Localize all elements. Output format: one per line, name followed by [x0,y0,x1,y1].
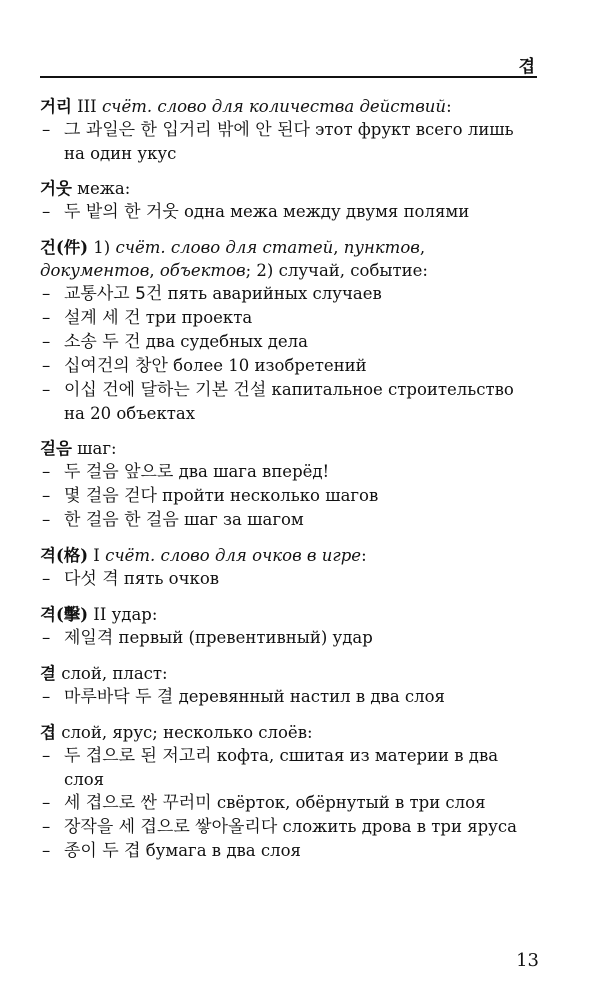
example-korean: 이십 건에 달하는 기본 건설 [64,380,267,400]
example-translation: этот фрукт всего лишь на один укус [64,120,514,163]
example-korean: 교통사고 5건 [64,284,163,304]
headword: 건(件) [40,238,89,257]
example-translation: деревянный настил в два слоя [173,687,445,706]
definition: межа: [71,179,131,198]
entry [40,95,537,165]
dash: – [42,628,51,647]
headword: 걸음 [40,439,72,458]
example [40,626,537,650]
sense-number: 1) [88,238,116,257]
headword: 거웃 [40,179,72,198]
example-korean: 두 밭의 한 거웃 [64,202,179,222]
example [40,354,537,378]
example [40,744,537,791]
dash: – [42,308,51,327]
entry [40,544,537,591]
definition: : [446,97,452,116]
dash: – [42,486,51,505]
example-korean: 다섯 격 [64,569,119,589]
example-korean: 두 겹으로 된 저고리 [64,746,212,766]
definition: шаг: [71,439,117,458]
example [40,200,537,224]
definition-italic: счёт. слово для статей [115,238,334,257]
definition: ; 2) случай, событие: [245,261,428,280]
dash: – [42,120,51,139]
entry [40,177,537,224]
example-korean: 마루바닥 두 결 [64,687,174,707]
entry-heading [40,662,537,685]
entry-heading [40,544,537,567]
example [40,791,537,815]
example-korean: 설계 세 건 [64,308,141,328]
dash: – [42,841,51,860]
definition-italic: объектов [159,261,246,280]
entry-heading [40,177,537,200]
entry [40,236,537,425]
dash: – [42,569,51,588]
entry-heading [40,721,537,744]
entry [40,662,537,709]
example [40,839,537,863]
dash: – [42,746,51,765]
example [40,508,537,532]
definition-italic: пунктов [343,238,420,257]
example-translation: пять очков [118,569,220,588]
definition-italic: документов [40,261,150,280]
example-korean: 종이 두 겹 [64,841,141,861]
dash: – [42,687,51,706]
dash: – [42,510,51,529]
example [40,378,537,425]
dash: – [42,356,51,375]
example-translation: пройти несколько шагов [156,486,379,505]
entry-heading [40,603,537,626]
example-korean: 제일격 [64,628,114,648]
example [40,685,537,709]
example [40,306,537,330]
example-translation: более 10 изобретений [167,356,367,375]
definition: слой, ярус; несколько слоёв: [55,723,313,742]
dash: – [42,202,51,221]
definition-italic: счёт. слово для количества действий [101,97,447,116]
dash: – [42,380,51,399]
example-translation: первый (превентивный) удар [113,628,373,647]
example [40,484,537,508]
entry-heading [40,236,537,282]
definition: : [361,546,367,565]
dash: – [42,284,51,303]
headword: 격(格) [40,546,89,565]
example [40,282,537,306]
example-translation: сложить дрова в три яруса [277,817,517,836]
example-korean: 두 걸음 앞으로 [64,462,174,482]
example [40,118,537,165]
entries [40,95,537,875]
dash: – [42,793,51,812]
punctuation: , [419,238,426,257]
example-korean: 십여건의 창안 [64,356,168,376]
entry-heading [40,437,537,460]
guide-word: 겹 [518,57,535,77]
grammar-note: I [88,546,106,565]
grammar-note: III [71,97,102,116]
entry-heading [40,95,537,118]
example [40,815,537,839]
punctuation: , [149,261,160,280]
definition-italic: счёт. слово для очков в игре [105,546,362,565]
punctuation: , [333,238,344,257]
dash: – [42,817,51,836]
entry [40,721,537,863]
example-translation: бумага в два слоя [140,841,301,860]
headword: 격(擊) [40,605,89,624]
example-translation: пять аварийных случаев [162,284,382,303]
running-head [40,52,537,78]
example-translation: капитальное строительство на 20 объектах [64,380,514,423]
definition: слой, пласт: [55,664,168,683]
example-korean: 한 걸음 한 걸음 [64,510,179,530]
example-translation: кофта, сшитая из материи в два слоя [64,746,499,789]
example-translation: два судебных дела [140,332,309,351]
example-korean: 그 과일은 한 입거리 밖에 안 된다 [64,120,310,140]
headword: 결 [40,664,56,683]
example-translation: свёрток, обёрнутый в три слоя [211,793,486,812]
example-korean: 소송 두 건 [64,332,141,352]
example-korean: 세 겹으로 싼 꾸러미 [64,793,212,813]
example-translation: одна межа между двумя полями [178,202,470,221]
example-translation: два шага вперёд! [173,462,330,481]
headword: 거리 [40,97,72,116]
example [40,567,537,591]
entry [40,437,537,532]
dash: – [42,332,51,351]
example [40,330,537,354]
example [40,460,537,484]
example-translation: шаг за шагом [178,510,304,529]
headword: 겹 [40,723,56,742]
example-korean: 장작을 세 겹으로 쌓아올리다 [64,817,278,837]
page-number: 13 [516,950,539,971]
example-translation: три проекта [140,308,253,327]
dash: – [42,462,51,481]
entry [40,603,537,650]
definition: II удар: [88,605,158,624]
example-korean: 몇 걸음 걷다 [64,486,157,506]
